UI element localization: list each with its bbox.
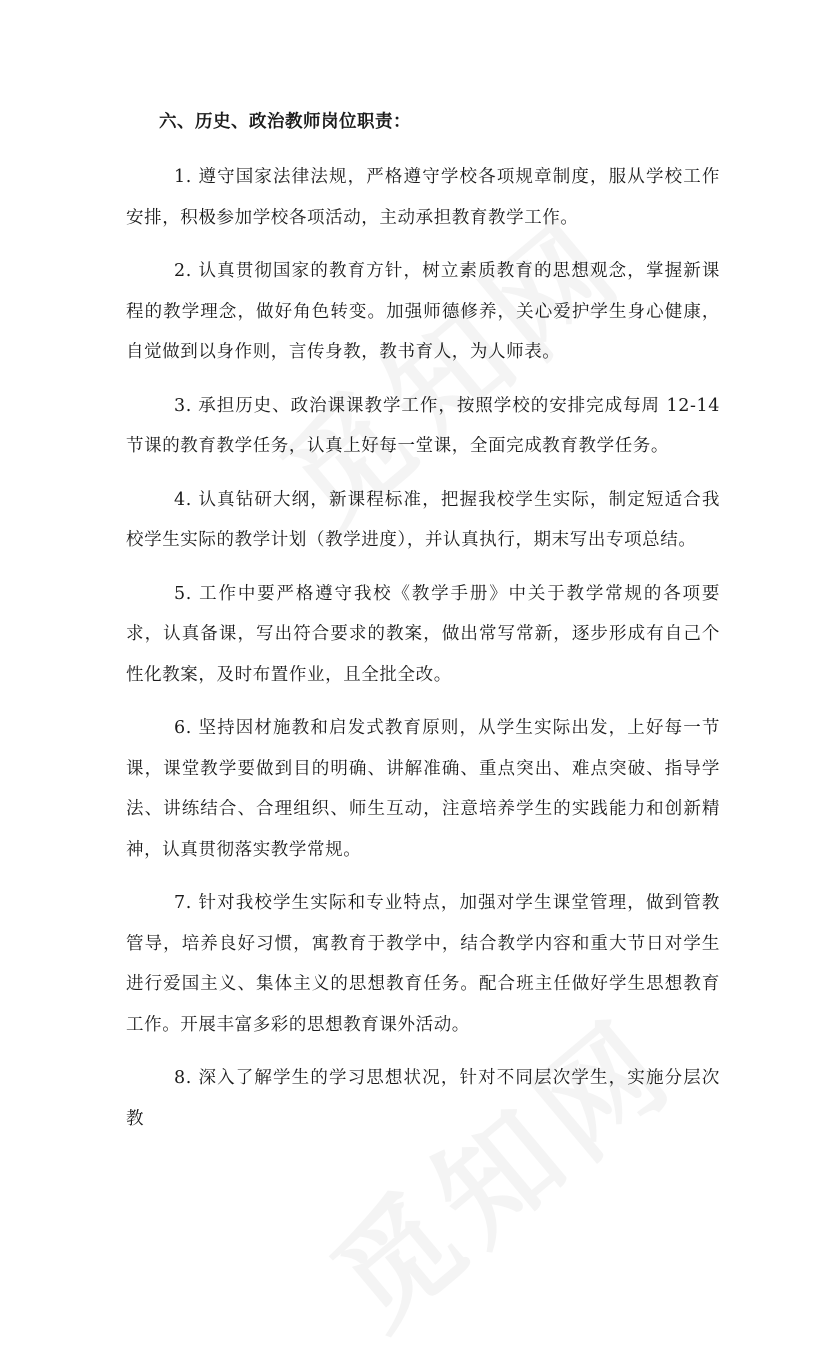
item-text: 针对我校学生实际和专业特点，加强对学生课堂管理，做到管教管导，培养良好习惯，寓教育于教学中，结合教学内容和重大节日对学生进行爱国主义、集体主义的思想教育任务。配合班主任做好学生思想教育工作。开展丰富多彩的思想教育课外活动。 [126,893,720,1035]
item-number: 4. [174,489,192,510]
item-text: 深入了解学生的学习思想状况，针对不同层次学生，实施分层次教 [126,1068,720,1129]
item-number: 1. [174,167,192,187]
item-text: 遵守国家法律法规，严格遵守学校各项规章制度，服从学校工作安排，积极参加学校各项活动，主动承担教育教学工作。 [126,167,720,228]
item-text: 承担历史、政治课课教学工作，按照学校的安排完成每周 12-14 节课的教育教学任务，认真上好每一堂课，全面完成教育教学任务。 [126,395,720,456]
duty-item-2 [126,251,720,373]
section-heading: 六、历史、政治教师岗位职责： [159,112,411,132]
item-text: 工作中要严格遵守我校《教学手册》中关于教学常规的各项要求，认真备课，写出符合要求的教案，做出常写常新，逐步形成有自己个性化教案，及时布置作业，且全批全改。 [126,583,720,685]
item-text: 认真贯彻国家的教育方针，树立素质教育的思想观念，掌握新课程的教学理念，做好角色转变。加强师德修养，关心爱护学生身心健康，自觉做到以身作则，言传身教，教书育人，为人师表。 [126,261,720,362]
item-number: 3. [174,395,192,416]
duty-item-6 [126,708,720,870]
item-number: 2. [174,261,192,281]
item-text: 认真钻研大纲，新课程标准，把握我校学生实际，制定短适合我校学生实际的教学计划（教学进度），并认真执行，期末写出专项总结。 [126,489,720,550]
duty-item-7 [126,883,720,1045]
item-number: 7. [174,893,192,913]
item-number: 8. [174,1068,192,1088]
item-number: 6. [174,718,192,738]
duty-item-8 [126,1058,720,1139]
item-number: 5. [174,583,192,604]
duty-item-3 [126,386,720,467]
duty-item-5 [126,574,720,696]
item-text: 坚持因材施教和启发式教育原则，从学生实际出发，上好每一节课，课堂教学要做到目的明确、讲解准确、重点突出、难点突破、指导学法、讲练结合、合理组织、师生互动，注意培养学生的实践能力和创新精神，认真贯彻落实教学常规。 [126,718,720,860]
duty-item-1 [126,157,720,238]
duty-item-4 [126,480,720,561]
